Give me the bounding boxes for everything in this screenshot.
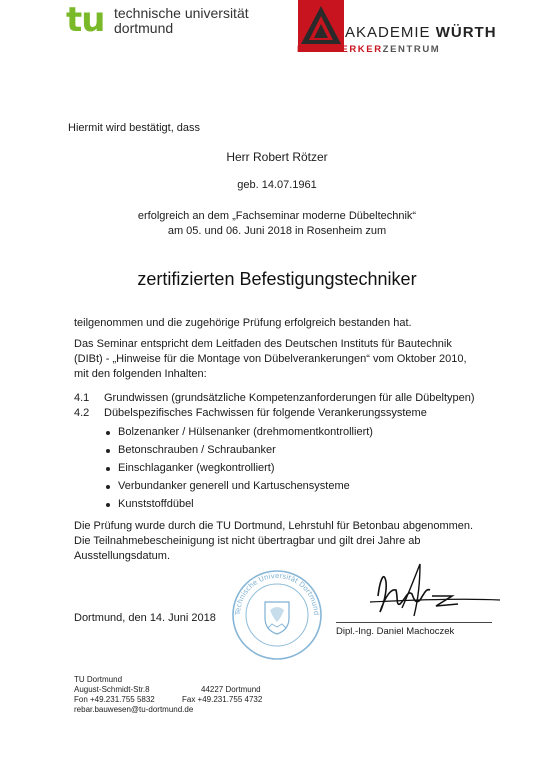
list-item-number: 4.2 [74, 407, 90, 419]
birth-date: geb. 14.07.1961 [237, 179, 317, 191]
bullet-item: Bolzenanker / Hülsenanker (drehmomentkontrolliert) [118, 426, 373, 438]
hwz-part1: HANDWERKER [297, 44, 383, 55]
footer-phone: Fon +49.231.755 5832 [74, 695, 155, 704]
list-item-text: Grundwissen (grundsätzliche Kompetenzanforderungen für alle Dübeltypen) [104, 392, 475, 404]
seminar-line-1: erfolgreich an dem „Fachseminar moderne Dübeltechnik“ [137, 210, 417, 222]
list-item [74, 406, 427, 421]
hwz-part2: ZENTRUM [382, 44, 441, 55]
recipient-name: Herr Robert Rötzer [226, 150, 328, 164]
para2-line-1: Die Prüfung wurde durch die TU Dortmund, Lehrstuhl für Betonbau abgenommen. [74, 520, 474, 532]
handwritten-signature-icon [340, 560, 510, 622]
wuerth-label: WÜRTH [435, 24, 497, 41]
footer-postal: 44227 Dortmund [201, 685, 261, 694]
list-item-text: Dübelspezifisches Fachwissen für folgende Verankerungssysteme [104, 407, 427, 419]
bullet-icon [106, 503, 110, 507]
seminar-line-2: am 05. und 06. Juni 2018 in Rosenheim zum [167, 225, 387, 237]
bullet-item: Verbundanker generell und Kartuschensysteme [118, 480, 350, 492]
para1-line-2: (DIBt) - „Hinweise für die Montage von Dübelverankerungen“ vom Oktober 2010, [74, 353, 467, 365]
akademie-wuerth-title [345, 24, 497, 41]
bullet-item: Betonschrauben / Schraubanker [118, 444, 276, 456]
para2-line-3: Ausstellungsdatum. [74, 550, 170, 562]
footer-org: TU Dortmund [74, 675, 123, 684]
tu-logo-line1: technische universität [114, 5, 249, 21]
para1-line-1: Das Seminar entspricht dem Leitfaden des Deutschen Instituts für Bautechnik [74, 338, 452, 350]
list-item-number: 4.1 [74, 392, 90, 404]
akademie-label: AKADEMIE [345, 24, 431, 41]
svg-text:Technische Universität Dortmun: Technische Universität Dortmund [233, 571, 321, 616]
tu-logo-line2: dortmund [114, 20, 174, 36]
exam-line: teilgenommen und die zugehörige Prüfung erfolgreich bestanden hat. [74, 317, 412, 329]
intro-text: Hiermit wird bestätigt, dass [68, 122, 201, 134]
footer-email: rebar.bauwesen@tu-dortmund.de [74, 705, 194, 714]
official-stamp-icon [230, 568, 324, 662]
footer-street: August-Schmidt-Str.8 [74, 685, 150, 694]
certificate-title: zertifizierten Befestigungstechniker [137, 269, 417, 289]
list-item [74, 391, 475, 406]
bullet-item: Einschlaganker (wegkontrolliert) [118, 462, 275, 474]
bullet-item: Kunststoffdübel [118, 498, 194, 510]
signer-name: Dipl.-Ing. Daniel Machoczek [336, 626, 455, 637]
tu-logo-text [114, 6, 249, 36]
bullet-icon [106, 467, 110, 471]
place-date: Dortmund, den 14. Juni 2018 [74, 612, 216, 624]
bullet-icon [106, 431, 110, 435]
para1-line-3: mit den folgenden Inhalten: [74, 368, 207, 380]
para2-line-2: Die Teilnahmebescheinigung ist nicht übertragbar und gilt drei Jahre ab [74, 535, 421, 547]
handwerkerzentrum-label [297, 44, 440, 55]
bullet-icon [106, 449, 110, 453]
signature-line [336, 622, 492, 623]
footer-fax: Fax +49.231.755 4732 [182, 695, 263, 704]
bullet-icon [106, 485, 110, 489]
tu-logo-mark: tu [66, 0, 105, 40]
